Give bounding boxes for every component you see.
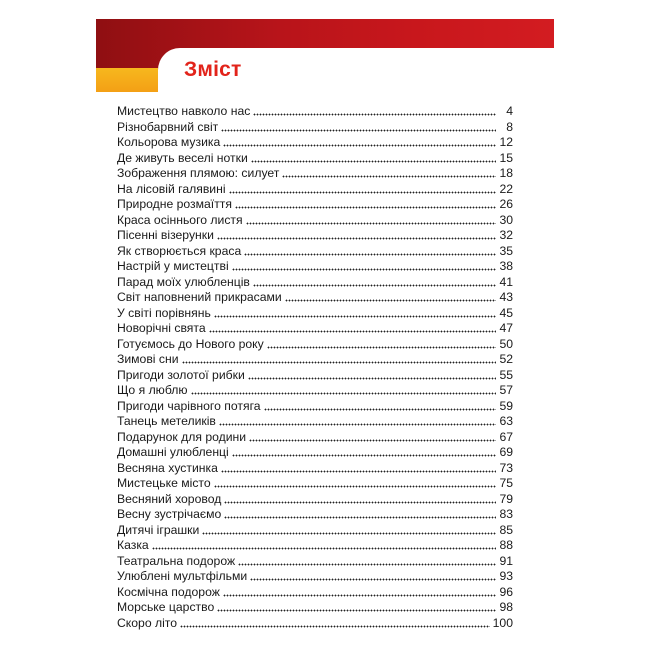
toc-entry[interactable] xyxy=(117,259,513,275)
toc-entry-title: Танець метеликів xyxy=(117,414,216,428)
dot-leader xyxy=(285,292,496,302)
toc-entry[interactable] xyxy=(117,368,513,384)
dot-leader xyxy=(209,323,496,333)
toc-entry-page-number: 22 xyxy=(499,181,513,196)
toc-entry-title: Новорічні свята xyxy=(117,321,206,335)
toc-entry-title: Морське царство xyxy=(117,600,215,614)
dot-leader xyxy=(182,354,496,364)
toc-entry-page-number: 43 xyxy=(499,290,513,304)
dot-leader xyxy=(223,587,496,597)
toc-entry-title: Дитячі іграшки xyxy=(117,522,200,537)
dot-leader xyxy=(191,385,496,395)
dot-leader xyxy=(253,106,496,116)
toc-entry-title: Що я люблю xyxy=(117,383,188,397)
toc-entry[interactable] xyxy=(117,151,513,167)
dot-leader xyxy=(229,184,496,194)
dot-leader xyxy=(214,478,496,488)
toc-entry-page-number: 12 xyxy=(499,135,513,149)
toc-entry-page-number: 69 xyxy=(499,445,513,459)
toc-entry-page-number: 45 xyxy=(499,305,513,320)
dot-leader xyxy=(152,540,496,550)
toc-entry-title: Парад моїх улюбленців xyxy=(117,274,250,289)
toc-entry-page-number: 4 xyxy=(506,104,513,118)
toc-entry[interactable] xyxy=(117,166,513,182)
toc-entry-title: Весняний хоровод xyxy=(117,491,222,506)
toc-entry[interactable] xyxy=(117,507,513,523)
toc-entry[interactable] xyxy=(117,135,513,151)
toc-entry-title: Як створюється краса xyxy=(117,243,242,258)
dot-leader xyxy=(282,168,496,178)
header-accent-stripe xyxy=(96,68,158,92)
toc-entry[interactable] xyxy=(117,321,513,337)
toc-entry-title: Улюблені мультфільми xyxy=(117,569,248,583)
dot-leader xyxy=(223,137,496,147)
toc-entry[interactable] xyxy=(117,616,513,632)
toc-entry-page-number: 63 xyxy=(499,414,513,428)
dot-leader xyxy=(221,122,496,132)
toc-entry-title: Скоро літо xyxy=(117,615,178,630)
dot-leader xyxy=(264,401,496,411)
toc-entry-page-number: 57 xyxy=(499,383,513,397)
toc-entry-page-number: 35 xyxy=(499,243,513,258)
dot-leader xyxy=(244,246,496,256)
toc-entry[interactable] xyxy=(117,104,513,120)
toc-entry-page-number: 41 xyxy=(499,274,513,289)
dot-leader xyxy=(267,339,496,349)
toc-entry[interactable] xyxy=(117,244,513,260)
dot-leader xyxy=(202,525,496,535)
toc-entry[interactable] xyxy=(117,290,513,306)
toc-entry[interactable] xyxy=(117,120,513,136)
dot-leader xyxy=(217,602,496,612)
toc-entry-page-number: 100 xyxy=(492,615,513,630)
toc-entry[interactable] xyxy=(117,213,513,229)
toc-entry[interactable] xyxy=(117,275,513,291)
page-title: Зміст xyxy=(184,58,242,81)
toc-entry-page-number: 32 xyxy=(499,228,513,242)
dot-leader xyxy=(224,509,496,519)
toc-entry-page-number: 96 xyxy=(499,584,513,599)
table-of-contents xyxy=(117,104,513,631)
toc-entry-title: Мистецьке місто xyxy=(117,476,211,490)
toc-entry-page-number: 8 xyxy=(506,119,513,134)
toc-entry[interactable] xyxy=(117,461,513,477)
toc-entry[interactable] xyxy=(117,414,513,430)
toc-entry-title: Світ наповнений прикрасами xyxy=(117,290,282,304)
toc-entry-title: Космічна подорож xyxy=(117,584,220,599)
toc-entry-title: Весняна хустинка xyxy=(117,460,218,475)
dot-leader xyxy=(235,199,496,209)
toc-entry-page-number: 26 xyxy=(499,197,513,211)
toc-entry-title: Домашні улюбленці xyxy=(117,445,229,459)
toc-entry-title: Зимові сни xyxy=(117,352,179,366)
toc-entry[interactable] xyxy=(117,399,513,415)
toc-entry-page-number: 47 xyxy=(499,321,513,335)
toc-entry-title: Настрій у мистецтві xyxy=(117,259,229,273)
toc-entry[interactable] xyxy=(117,554,513,570)
toc-entry-title: Де живуть веселі нотки xyxy=(117,150,248,165)
toc-entry[interactable] xyxy=(117,306,513,322)
toc-entry-title: Кольорова музика xyxy=(117,135,221,149)
toc-entry-title: У світі порівнянь xyxy=(117,305,211,320)
dot-leader xyxy=(224,494,496,504)
toc-entry-page-number: 85 xyxy=(499,522,513,537)
dot-leader xyxy=(251,153,496,163)
toc-entry-page-number: 50 xyxy=(499,336,513,351)
toc-entry[interactable] xyxy=(117,182,513,198)
toc-entry-page-number: 79 xyxy=(499,491,513,506)
dot-leader xyxy=(248,370,496,380)
toc-entry[interactable] xyxy=(117,197,513,213)
dot-leader xyxy=(219,416,496,426)
dot-leader xyxy=(253,277,496,287)
toc-entry[interactable] xyxy=(117,585,513,601)
toc-entry-title: Природне розмаїття xyxy=(117,197,232,211)
toc-entry-page-number: 52 xyxy=(499,352,513,366)
toc-entry-title: Зображення плямою: силует xyxy=(117,166,280,180)
toc-entry-title: Театральна подорож xyxy=(117,553,236,568)
toc-entry[interactable] xyxy=(117,228,513,244)
toc-entry[interactable] xyxy=(117,337,513,353)
dot-leader xyxy=(232,261,496,271)
toc-entry[interactable] xyxy=(117,476,513,492)
dot-leader xyxy=(249,432,496,442)
toc-entry-title: Пригоди чарівного потяга xyxy=(117,398,261,413)
dot-leader xyxy=(214,308,496,318)
toc-entry[interactable] xyxy=(117,383,513,399)
toc-entry-title: Пригоди золотої рибки xyxy=(117,367,245,382)
toc-entry-page-number: 18 xyxy=(499,166,513,180)
toc-entry[interactable] xyxy=(117,430,513,446)
toc-entry[interactable] xyxy=(117,569,513,585)
dot-leader xyxy=(180,618,490,628)
toc-entry-page-number: 67 xyxy=(499,429,513,444)
toc-entry-page-number: 75 xyxy=(499,476,513,490)
toc-entry[interactable] xyxy=(117,352,513,368)
toc-entry[interactable] xyxy=(117,523,513,539)
dot-leader xyxy=(232,447,496,457)
toc-entry-page-number: 73 xyxy=(499,460,513,475)
toc-entry-page-number: 59 xyxy=(499,398,513,413)
toc-entry-page-number: 88 xyxy=(499,538,513,552)
toc-entry-title: Різнобарвний світ xyxy=(117,119,219,134)
toc-entry-title: На лісовій галявині xyxy=(117,181,226,196)
toc-entry-page-number: 91 xyxy=(499,553,513,568)
dot-leader xyxy=(246,215,496,225)
toc-entry[interactable] xyxy=(117,445,513,461)
toc-entry-title: Казка xyxy=(117,538,149,552)
toc-entry-title: Мистецтво навколо нас xyxy=(117,104,251,118)
dot-leader xyxy=(221,463,496,473)
toc-entry-page-number: 30 xyxy=(499,212,513,227)
toc-entry-page-number: 93 xyxy=(499,569,513,583)
toc-entry-title: Краса осіннього листя xyxy=(117,212,243,227)
dot-leader xyxy=(238,556,496,566)
dot-leader xyxy=(217,230,496,240)
toc-entry[interactable] xyxy=(117,492,513,508)
toc-entry-title: Подарунок для родини xyxy=(117,429,247,444)
toc-entry-title: Готуємось до Нового року xyxy=(117,336,264,351)
toc-entry-title: Пісенні візерунки xyxy=(117,228,214,242)
toc-entry-title: Весну зустрічаємо xyxy=(117,507,222,521)
toc-entry-page-number: 55 xyxy=(499,367,513,382)
toc-entry-page-number: 15 xyxy=(499,150,513,165)
toc-entry-page-number: 98 xyxy=(499,600,513,614)
toc-entry[interactable] xyxy=(117,538,513,554)
dot-leader xyxy=(250,571,496,581)
toc-entry-page-number: 83 xyxy=(499,507,513,521)
toc-entry[interactable] xyxy=(117,600,513,616)
toc-entry-page-number: 38 xyxy=(499,259,513,273)
